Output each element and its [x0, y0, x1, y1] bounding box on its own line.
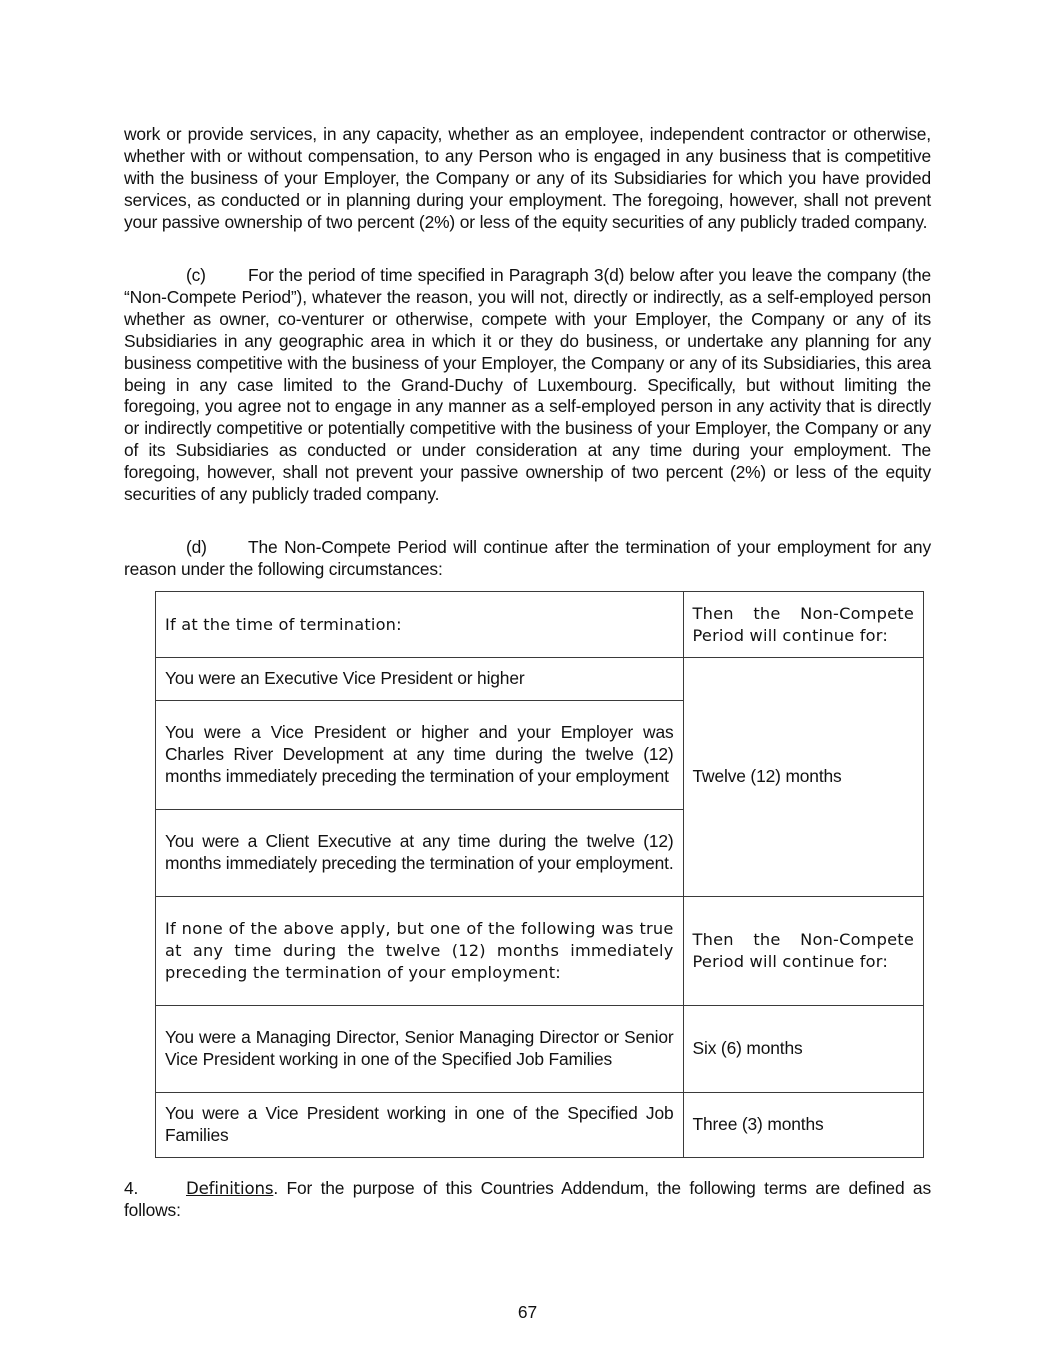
table-row [156, 658, 924, 701]
table-cell-period: Six (6) months [683, 1006, 923, 1093]
table-cell-condition: You were a Vice President or higher and your Employer was Charles River Development at any time during the twelve (12) months immediately preceding the termination of your employment [156, 701, 684, 810]
table-header-condition [156, 592, 684, 658]
table-subheader-period [683, 897, 923, 1006]
paragraph-d-text: The Non-Compete Period will continue after the termination of your employment for any reason under the following circumstances: [124, 537, 931, 579]
paragraph-d-label: (d) [186, 537, 207, 557]
non-compete-table [155, 591, 924, 1158]
table-cell-condition: You were a Managing Director, Senior Managing Director or Senior Vice President working in one of the Specified Job Families [156, 1006, 684, 1093]
header-text: Then the Non-Compete Period will continue for: [692, 603, 914, 645]
paragraph-continuation: work or provide services, in any capacity, whether as an employee, independent contractor or otherwise, whether with or without compensation, to any Person who is engaged in any business that is competitive with the business of your Employer, the Company or any of its Subsidiaries for which you have provided services, as conducted or in planning during your employment. The foregoing, however, shall not prevent your passive ownership of two percent (2%) or less of the equity securities of any publicly traded company. [124, 124, 931, 232]
paragraph-c-label: (c) [186, 265, 206, 285]
section-heading: Definitions [186, 1179, 274, 1198]
table-cell-condition: You were an Executive Vice President or higher [156, 658, 684, 701]
paragraph-d [124, 537, 931, 581]
table-subheader-condition [156, 897, 684, 1006]
table-cell-condition: You were a Vice President working in one of the Specified Job Families [156, 1093, 684, 1158]
header-text: If at the time of termination: [165, 614, 402, 634]
table-cell-period: Three (3) months [683, 1093, 923, 1158]
table-cell-condition: You were a Client Executive at any time during the twelve (12) months immediately preceding the termination of your employment. [156, 810, 684, 897]
table-cell-period: Twelve (12) months [683, 658, 923, 897]
page-number: 67 [517, 1302, 538, 1322]
table-subheader-row [156, 897, 924, 1006]
section-text: . For the purpose of this Countries Addendum, the following terms are defined as follows: [124, 1178, 931, 1220]
paragraph-c [124, 265, 931, 506]
paragraph-c-text: For the period of time specified in Paragraph 3(d) below after you leave the company (the “Non-Compete Period”), whatever the reason, you will not, directly or indirectly, as a self-employed person whether as owner, co-venturer or otherwise, compete with your Employer, the Company or any of its Subsidiaries in any geographic area in which it or they do business, or undertake any planning for any business competitive with the business of your Employer, the Company or any of its Subsidiaries, this area being in any case limited to the Grand-Duchy of Luxembourg. Specifically, but without limiting the foregoing, you agree not to engage in any manner as a self-employed person in any activity that is directly or indirectly competitive or potentially competitive with the business of your Employer, the Company or any of its Subsidiaries as conducted or under consideration at any time during your employment. The foregoing, however, shall not prevent your passive ownership of two percent (2%) or less of the equity securities of any publicly traded company. [124, 265, 931, 505]
table-header-period [683, 592, 923, 658]
section-4-definitions [124, 1178, 931, 1222]
header-text: Then the Non-Compete Period will continue for: [692, 930, 914, 971]
table-row [156, 1093, 924, 1158]
section-number: 4. [124, 1178, 139, 1198]
table-row [156, 1006, 924, 1093]
header-text: If none of the above apply, but one of the following was true at any time during the twelve (12) months immediately preceding the termination of your employment: [165, 919, 674, 982]
table-header-row [156, 592, 924, 658]
